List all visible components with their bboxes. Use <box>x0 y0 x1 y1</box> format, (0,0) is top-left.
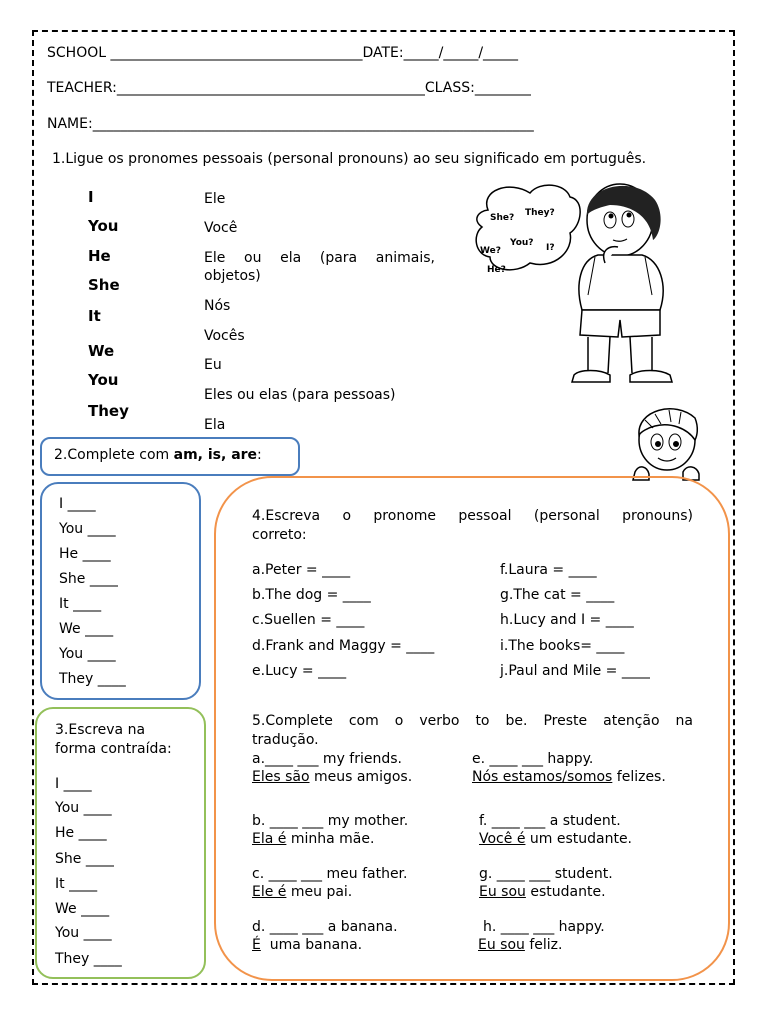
q2-item: I ____ <box>59 496 96 512</box>
translation-underlined: Ela é <box>252 831 287 847</box>
q5-item-translation <box>479 884 606 900</box>
translation-rest: felizes. <box>612 769 666 785</box>
q5-item-english: d. ____ ___ a banana. <box>252 919 398 935</box>
q4-item: f.Laura = ____ <box>500 562 597 578</box>
q5-item-translation <box>252 937 362 953</box>
meaning: Ele ou ela (para animais, <box>204 250 435 266</box>
q5-item-translation <box>252 769 412 785</box>
pronoun: He <box>88 247 111 265</box>
meaning: Ele <box>204 191 226 207</box>
q2-item: We ____ <box>59 621 114 637</box>
q5-item-english: c. ____ ___ meu father. <box>252 866 408 882</box>
meaning: Ela <box>204 417 226 433</box>
thinking-boy-illustration <box>470 175 695 395</box>
q2-items-box <box>40 482 201 700</box>
q5-item-english: b. ____ ___ my mother. <box>252 813 409 829</box>
translation-rest: estudante. <box>525 884 606 900</box>
q2-item: He ____ <box>59 546 111 562</box>
name-line: NAME:_______________________________________________________________ <box>47 116 534 132</box>
translation-underlined: Eles são <box>252 769 310 785</box>
bubble-word: She? <box>490 213 515 223</box>
translation-rest: meu pai. <box>286 884 353 900</box>
q1-title: 1.Ligue os pronomes pessoais (personal pronouns) ao seu significado em português. <box>52 151 647 167</box>
q5-item-translation <box>478 937 562 953</box>
pronoun: It <box>88 307 101 325</box>
q2-item: You ____ <box>59 646 116 662</box>
q4-item: c.Suellen = ____ <box>252 612 365 628</box>
q3-item: They ____ <box>55 951 122 967</box>
q4-item: i.The books= ____ <box>500 638 625 654</box>
q2-item: You ____ <box>59 521 116 537</box>
q3-item: It ____ <box>55 876 98 892</box>
bubble-word: He? <box>487 265 506 275</box>
meaning: objetos) <box>204 268 261 284</box>
q4-item: h.Lucy and I = ____ <box>500 612 634 628</box>
q5-item-translation <box>252 831 374 847</box>
meaning: Eles ou elas (para pessoas) <box>204 387 396 403</box>
q4-item: a.Peter = ____ <box>252 562 351 578</box>
translation-rest: minha mãe. <box>286 831 375 847</box>
q5-item-translation <box>472 769 666 785</box>
q5-item-english: e. ____ ___ happy. <box>472 751 594 767</box>
bubble-word: You? <box>510 238 534 248</box>
bubble-word: They? <box>525 208 555 218</box>
pronoun: You <box>88 371 119 389</box>
q3-item: I ____ <box>55 776 92 792</box>
q2-title-verbs: am, is, are <box>173 447 258 463</box>
q5-title-line1: 5.Complete com o verbo to be. Preste atenção na <box>252 713 693 729</box>
teacher-class-line: TEACHER:____________________________________________CLASS:________ <box>47 80 531 96</box>
translation-underlined: É <box>252 937 261 953</box>
q2-title <box>54 447 262 463</box>
q3-title-line1: 3.Escreva na <box>55 722 146 738</box>
q3-item: She ____ <box>55 851 114 867</box>
translation-underlined: Nós estamos/somos <box>472 769 613 785</box>
q5-item-english: g. ____ ___ student. <box>479 866 613 882</box>
speech-bubble <box>476 185 580 270</box>
q4-item: d.Frank and Maggy = ____ <box>252 638 435 654</box>
translation-underlined: Eu sou <box>478 937 525 953</box>
translation-rest: meus amigos. <box>309 769 413 785</box>
bubble-word: I? <box>546 243 555 253</box>
q5-item-translation <box>479 831 632 847</box>
meaning: Vocês <box>204 328 245 344</box>
q2-item: She ____ <box>59 571 118 587</box>
q5-title-line2: tradução. <box>252 732 319 748</box>
q3-title-line2: forma contraída: <box>55 741 172 757</box>
q2-title-prefix: 2.Complete com <box>54 447 174 463</box>
meaning: Você <box>204 220 238 236</box>
bubble-word: We? <box>480 246 501 256</box>
q4-title-line1: 4.Escreva o pronome pessoal (personal pronouns) <box>252 508 693 524</box>
q4-title-line2: correto: <box>252 527 307 543</box>
q5-item-english: a.____ ___ my friends. <box>252 751 402 767</box>
pronoun: We <box>88 342 115 360</box>
q5-item-english: h. ____ ___ happy. <box>483 919 605 935</box>
translation-underlined: Eu sou <box>479 884 526 900</box>
translation-rest: um estudante. <box>525 831 633 847</box>
pronoun: You <box>88 217 119 235</box>
translation-underlined: Ele é <box>252 884 287 900</box>
meaning: Nós <box>204 298 231 314</box>
q4-item: j.Paul and Mile = ____ <box>500 663 650 679</box>
q3-item: We ____ <box>55 901 110 917</box>
translation-rest: feliz. <box>524 937 563 953</box>
q5-item-translation <box>252 884 352 900</box>
q3-item: You ____ <box>55 925 112 941</box>
q4-item: e.Lucy = ____ <box>252 663 347 679</box>
pronoun: I <box>88 188 94 206</box>
q4-item: b.The dog = ____ <box>252 587 371 603</box>
translation-rest: uma banana. <box>260 937 363 953</box>
translation-underlined: Você é <box>479 831 526 847</box>
q3-item: You ____ <box>55 800 112 816</box>
q5-item-english: f. ____ ___ a student. <box>479 813 621 829</box>
meaning: Eu <box>204 357 222 373</box>
q2-item: They ____ <box>59 671 126 687</box>
q2-title-suffix: : <box>257 447 262 463</box>
pronoun: She <box>88 276 120 294</box>
pronoun: They <box>88 402 129 420</box>
q2-item: It ____ <box>59 596 102 612</box>
q3-item: He ____ <box>55 825 107 841</box>
q4-item: g.The cat = ____ <box>500 587 615 603</box>
school-date-line: SCHOOL ____________________________________DATE:_____/_____/_____ <box>47 45 519 61</box>
